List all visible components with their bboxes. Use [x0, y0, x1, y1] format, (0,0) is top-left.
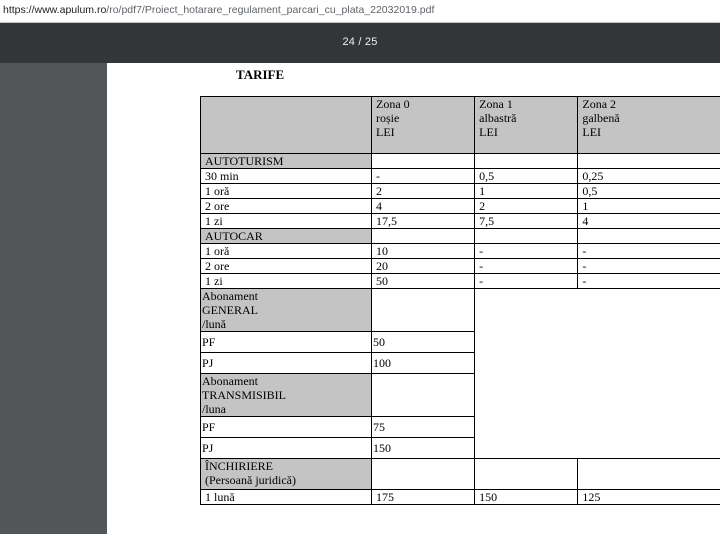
section-label: Abonament TRANSMISIBIL /luna — [201, 374, 372, 417]
table-row: PJ 100 — [201, 353, 720, 374]
table-row: 30 min - 0,5 0,25 — [201, 169, 720, 184]
table-row: 1 zi 50 - - — [201, 274, 720, 289]
section-label: Abonament GENERAL /lună — [201, 289, 372, 332]
section-label: ÎNCHIRIERE (Persoană juridică) — [201, 459, 372, 490]
table-row: PJ 150 — [201, 438, 720, 459]
table-header-row — [201, 97, 720, 154]
pdf-viewer[interactable] — [0, 63, 720, 534]
url-path: /ro/pdf7/Proiect_hotarare_regulament_parcari_cu_plata_22032019.pdf — [106, 4, 435, 16]
header-zone0: Zona 0 roșie LEI — [372, 97, 475, 154]
tariff-table — [200, 96, 720, 505]
document-heading: TARIFE — [236, 67, 285, 82]
section-row-autoturism — [201, 154, 720, 169]
page-indicator: 24 / 25 — [342, 36, 378, 48]
section-row-autocar — [201, 229, 720, 244]
header-zone2: Zona 2 galbenă LEI — [578, 97, 720, 154]
address-bar[interactable] — [0, 0, 720, 23]
pdf-page — [107, 63, 720, 534]
table-row: 1 oră 10 - - — [201, 244, 720, 259]
table-row: 1 zi 17,5 7,5 4 — [201, 214, 720, 229]
header-empty-cell — [201, 97, 372, 154]
table-row: 1 lună 175 150 125 — [201, 490, 720, 505]
section-label: AUTOTURISM — [201, 154, 372, 169]
table-row: 1 oră 2 1 0,5 — [201, 184, 720, 199]
section-row-abonament-general — [201, 289, 720, 332]
header-zone1: Zona 1 albastră LEI — [475, 97, 578, 154]
table-row: 2 ore 4 2 1 — [201, 199, 720, 214]
url-host: https://www.apulum.ro — [3, 4, 107, 16]
section-row-inchiriere — [201, 459, 720, 490]
table-row: PF 75 — [201, 417, 720, 438]
section-label: AUTOCAR — [201, 229, 372, 244]
table-row: PF 50 — [201, 332, 720, 353]
pdf-toolbar — [0, 23, 720, 63]
table-row: 2 ore 20 - - — [201, 259, 720, 274]
url-text[interactable] — [3, 4, 434, 16]
